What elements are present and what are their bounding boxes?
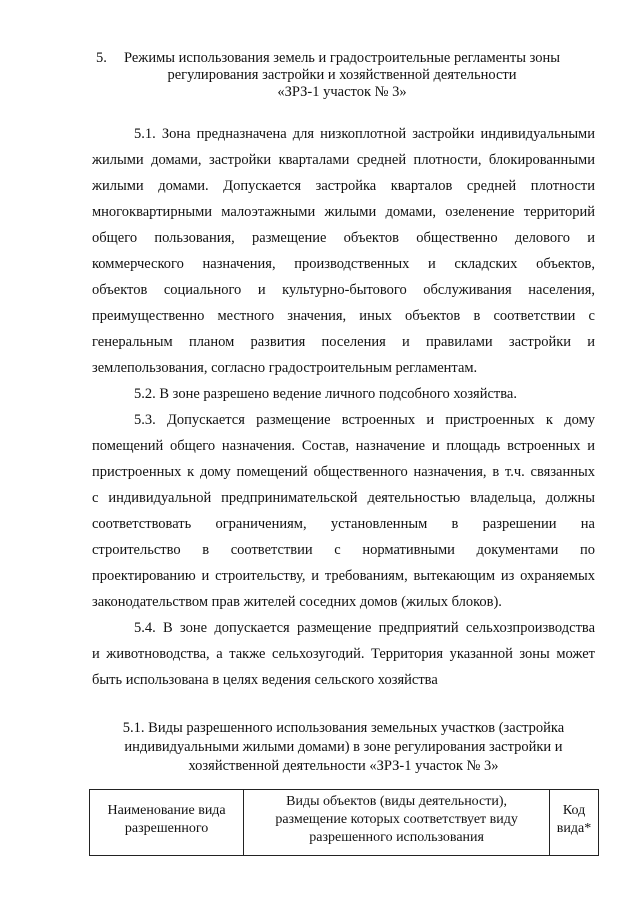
paragraph-line: объектов социального и культурно-бытового обслуживания населения, xyxy=(92,282,595,298)
table-header-cell xyxy=(550,790,599,856)
paragraph-line: строительство в соответствии с нормативными документами по xyxy=(92,542,595,558)
table-header-line: разрешенного использования xyxy=(309,830,484,845)
paragraph-line: преимущественно местного значения, иных объектов в соответствии с xyxy=(92,308,595,324)
paragraph-line: проектированию и строительству, и требованиям, вытекающим из охраняемых xyxy=(92,568,595,584)
paragraph-line: многоквартирными малоэтажными жилыми домами, озеленение территорий xyxy=(92,204,595,220)
paragraph-line: генеральным планом развития поселения и правилами застройки и xyxy=(92,334,595,350)
section-heading xyxy=(92,50,592,101)
paragraph-5-2 xyxy=(92,381,595,407)
paragraph-line: жилыми домами. Допускается застройка кварталов средней плотности xyxy=(92,178,595,194)
paragraph-line: 5.4. В зоне допускается размещение предприятий сельхозпроизводства xyxy=(134,620,595,636)
land-use-table xyxy=(89,789,599,856)
paragraph-line: с индивидуальной предпринимательской деятельностью владельца, должны xyxy=(92,490,595,506)
paragraph-line: общего пользования, размещение объектов общественно делового и xyxy=(92,230,595,246)
paragraph-line: соответствовать ограничениям, установленным в разрешении на xyxy=(92,516,595,532)
paragraph-line: помещений общего назначения. Состав, назначение и площадь встроенных и xyxy=(92,438,595,454)
table-header-line: размещение которых соответствует виду xyxy=(275,812,518,827)
paragraph-line: жилыми домами, застройки кварталами средней плотности, блокированными xyxy=(92,152,595,168)
paragraph-line: 5.3. Допускается размещение встроенных и пристроенных к дому xyxy=(134,412,595,428)
table-header-cell xyxy=(244,790,550,856)
paragraph-line: 5.2. В зоне разрешено ведение личного подсобного хозяйства. xyxy=(134,386,517,402)
table-header-line: Виды объектов (виды деятельности), xyxy=(286,794,508,809)
subsection-heading-line: хозяйственной деятельности «ЗРЗ-1 участок № 3» xyxy=(188,758,499,774)
table-header-line: разрешенного xyxy=(124,821,209,836)
paragraph-line: коммерческого назначения, производственных и складских объектов, xyxy=(92,256,595,272)
paragraph-line: землепользования, согласно градостроительным регламентам. xyxy=(92,360,478,376)
table-header-row xyxy=(90,790,599,856)
paragraph-line: законодательством прав жителей соседних домов (жилых блоков). xyxy=(92,594,502,610)
subsection-heading-line: 5.1. Виды разрешенного использования земельных участков (застройка xyxy=(122,720,565,736)
section-title-line: Режимы использования земель и градостроительные регламенты зоны xyxy=(124,50,560,66)
paragraph-5-3 xyxy=(92,407,595,615)
section-title-line: «ЗРЗ-1 участок № 3» xyxy=(277,84,407,100)
paragraph-line: 5.1. Зона предназначена для низкоплотной застройки индивидуальными xyxy=(134,126,595,142)
section-title-line: регулирования застройки и хозяйственной деятельности xyxy=(167,67,517,83)
paragraph-5-1 xyxy=(92,121,595,381)
table-header-line: Наименование вида xyxy=(107,803,226,818)
table-header-cell xyxy=(90,790,244,856)
paragraph-line: пристроенных к дому помещений общественного назначения, в т.ч. связанных xyxy=(92,464,595,480)
table-header-line: Код xyxy=(562,803,586,818)
subsection-heading xyxy=(92,719,595,776)
paragraph-5-4 xyxy=(92,615,595,693)
subsection-heading-line: индивидуальными жилыми домами) в зоне регулирования застройки и xyxy=(124,739,563,755)
paragraph-line: и животноводства, а также сельхозугодий. Территория указанной зоны может xyxy=(92,646,595,662)
table-header-line: вида* xyxy=(556,821,592,836)
paragraph-line: быть использована в целях ведения сельского хозяйства xyxy=(92,672,438,688)
section-number: 5. xyxy=(96,50,107,66)
